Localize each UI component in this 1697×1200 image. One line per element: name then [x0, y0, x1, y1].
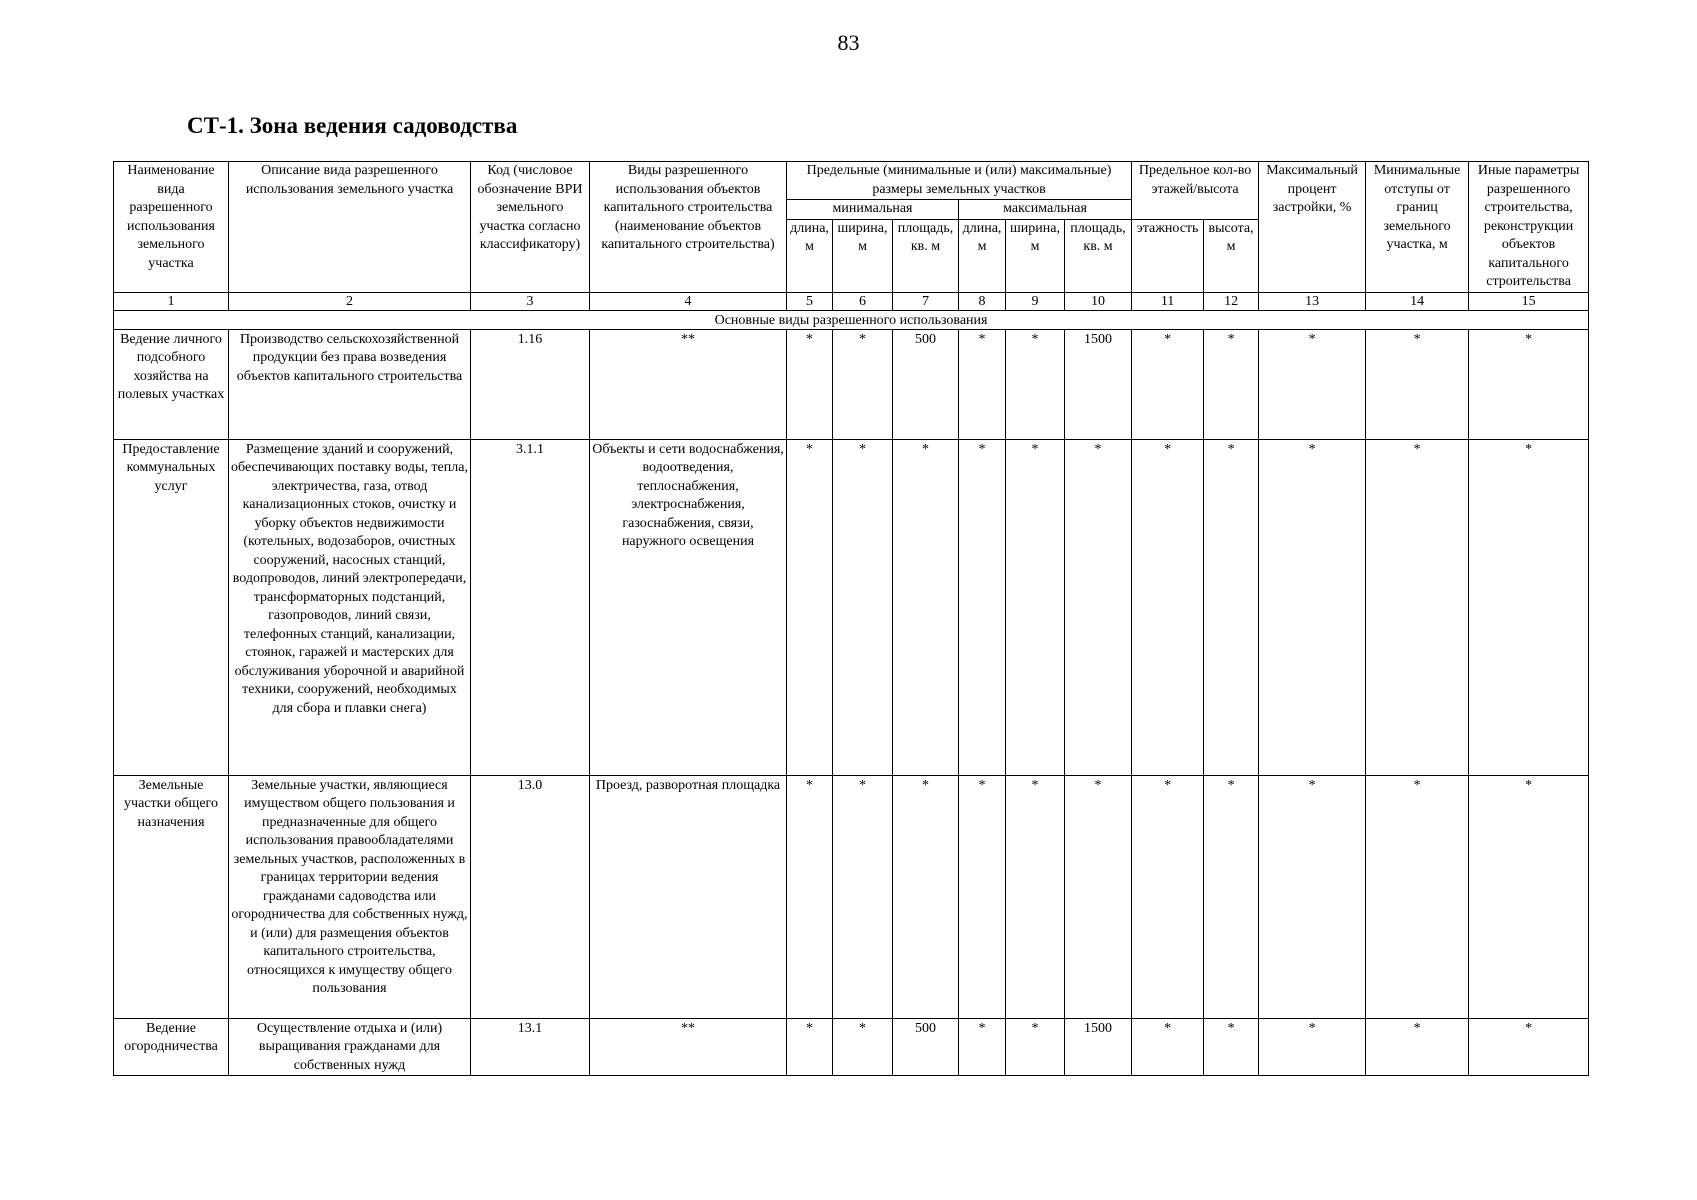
- max-width: *: [1006, 1018, 1065, 1076]
- vri-name: Ведение огородничества: [114, 1018, 229, 1076]
- header-build-percent: Максимальный процент застройки, %: [1259, 162, 1366, 293]
- section-row: [114, 310, 1589, 329]
- setbacks: *: [1366, 775, 1469, 1018]
- other-params: *: [1469, 439, 1589, 775]
- other-params: *: [1469, 775, 1589, 1018]
- column-number: 15: [1469, 292, 1589, 310]
- min-width: *: [833, 329, 893, 439]
- height: *: [1204, 775, 1259, 1018]
- header-min-length: длина, м: [787, 219, 833, 292]
- header-capital-objects: Виды разрешенного использования объектов капитального строительства (наименование объектов капитального строительства): [590, 162, 787, 293]
- min-length: *: [787, 439, 833, 775]
- column-number: 12: [1204, 292, 1259, 310]
- build-percent: *: [1259, 329, 1366, 439]
- height: *: [1204, 329, 1259, 439]
- vri-code: 13.1: [471, 1018, 590, 1076]
- vri-code: 13.0: [471, 775, 590, 1018]
- column-number: 5: [787, 292, 833, 310]
- max-width: *: [1006, 329, 1065, 439]
- setbacks: *: [1366, 329, 1469, 439]
- floors: *: [1132, 439, 1204, 775]
- min-area: 500: [893, 329, 959, 439]
- max-length: *: [959, 1018, 1006, 1076]
- column-numbers-row: [114, 292, 1589, 310]
- column-number: 1: [114, 292, 229, 310]
- table-row: [114, 329, 1589, 439]
- header-floors: этажность: [1132, 219, 1204, 292]
- floors: *: [1132, 775, 1204, 1018]
- vri-description: Осуществление отдыха и (или) выращивания гражданами для собственных нужд: [229, 1018, 471, 1076]
- min-area: 500: [893, 1018, 959, 1076]
- column-number: 14: [1366, 292, 1469, 310]
- column-number: 7: [893, 292, 959, 310]
- min-length: *: [787, 775, 833, 1018]
- header-minimum: минимальная: [787, 200, 959, 220]
- max-width: *: [1006, 775, 1065, 1018]
- table-row: [114, 1018, 1589, 1076]
- column-number: 2: [229, 292, 471, 310]
- vri-name: Ведение личного подсобного хозяйства на полевых участках: [114, 329, 229, 439]
- header-min-area: площадь, кв. м: [893, 219, 959, 292]
- column-number: 4: [590, 292, 787, 310]
- max-width: *: [1006, 439, 1065, 775]
- min-width: *: [833, 775, 893, 1018]
- page-title: СТ-1. Зона ведения садоводства: [187, 113, 518, 138]
- table-row: [114, 775, 1589, 1018]
- vri-description: Земельные участки, являющиеся имуществом общего пользования и предназначенные для общего использования правообладателями земельных участков, расположенных в границах территории ведения гражданами садоводства или огородничества для собственных нужд, и (или) для размещения объектов капитального строительства, относящихся к имуществу общего пользования: [229, 775, 471, 1018]
- header-max-area: площадь, кв. м: [1065, 219, 1132, 292]
- vri-description: Производство сельскохозяйственной продукции без права возведения объектов капитального строительства: [229, 329, 471, 439]
- floors: *: [1132, 329, 1204, 439]
- capital-objects: Проезд, разворотная площадка: [590, 775, 787, 1018]
- min-width: *: [833, 439, 893, 775]
- setbacks: *: [1366, 1018, 1469, 1076]
- capital-objects: **: [590, 329, 787, 439]
- vri-name: Земельные участки общего назначения: [114, 775, 229, 1018]
- min-length: *: [787, 329, 833, 439]
- header-plot-sizes: Предельные (минимальные и (или) максимальные) размеры земельных участков: [787, 162, 1132, 200]
- header-vri-name: Наименование вида разрешенного использования земельного участка: [114, 162, 229, 293]
- header-max-length: длина, м: [959, 219, 1006, 292]
- max-area: 1500: [1065, 1018, 1132, 1076]
- other-params: *: [1469, 1018, 1589, 1076]
- header-floors-height: Предельное кол-во этажей/высота: [1132, 162, 1259, 220]
- column-number: 8: [959, 292, 1006, 310]
- vri-name: Предоставление коммунальных услуг: [114, 439, 229, 775]
- min-width: *: [833, 1018, 893, 1076]
- min-length: *: [787, 1018, 833, 1076]
- header-vri-code: Код (числовое обозначение ВРИ земельного участка согласно классификатору): [471, 162, 590, 293]
- section-title: Основные виды разрешенного использования: [114, 310, 1589, 329]
- height: *: [1204, 1018, 1259, 1076]
- column-number: 6: [833, 292, 893, 310]
- vri-code: 3.1.1: [471, 439, 590, 775]
- floors: *: [1132, 1018, 1204, 1076]
- header-maximum: максимальная: [959, 200, 1132, 220]
- vri-code: 1.16: [471, 329, 590, 439]
- other-params: *: [1469, 329, 1589, 439]
- header-min-width: ширина, м: [833, 219, 893, 292]
- build-percent: *: [1259, 439, 1366, 775]
- height: *: [1204, 439, 1259, 775]
- max-length: *: [959, 439, 1006, 775]
- capital-objects: Объекты и сети водоснабжения, водоотведения, теплоснабжения, электроснабжения, газоснабжения, связи, наружного освещения: [590, 439, 787, 775]
- header-vri-description: Описание вида разрешенного использования земельного участка: [229, 162, 471, 293]
- max-area: 1500: [1065, 329, 1132, 439]
- max-length: *: [959, 329, 1006, 439]
- column-number: 9: [1006, 292, 1065, 310]
- max-area: *: [1065, 775, 1132, 1018]
- column-number: 13: [1259, 292, 1366, 310]
- table-body: [114, 310, 1589, 1076]
- zone-regulations-table: [113, 161, 1589, 1076]
- setbacks: *: [1366, 439, 1469, 775]
- build-percent: *: [1259, 1018, 1366, 1076]
- header-height: высота, м: [1204, 219, 1259, 292]
- column-number: 11: [1132, 292, 1204, 310]
- max-area: *: [1065, 439, 1132, 775]
- min-area: *: [893, 439, 959, 775]
- column-number: 3: [471, 292, 590, 310]
- min-area: *: [893, 775, 959, 1018]
- column-number: 10: [1065, 292, 1132, 310]
- build-percent: *: [1259, 775, 1366, 1018]
- table-row: [114, 439, 1589, 775]
- header-setbacks: Минимальные отступы от границ земельного участка, м: [1366, 162, 1469, 293]
- header-max-width: ширина, м: [1006, 219, 1065, 292]
- header-other-params: Иные параметры разрешенного строительства, реконструкции объектов капитального строительства: [1469, 162, 1589, 293]
- max-length: *: [959, 775, 1006, 1018]
- page-number: 83: [837, 30, 860, 55]
- table-header: [114, 162, 1589, 311]
- vri-description: Размещение зданий и сооружений, обеспечивающих поставку воды, тепла, электричества, газа, отвод канализационных стоков, очистку и уборку объектов недвижимости (котельных, водозаборов, очистных сооружений, насосных станций, водопроводов, линий электропередачи, трансформаторных подстанций, газопроводов, линий связи, телефонных станций, канализации, стоянок, гаражей и мастерских для обслуживания уборочной и аварийной техники, сооружений, необходимых для сбора и плавки снега): [229, 439, 471, 775]
- capital-objects: **: [590, 1018, 787, 1076]
